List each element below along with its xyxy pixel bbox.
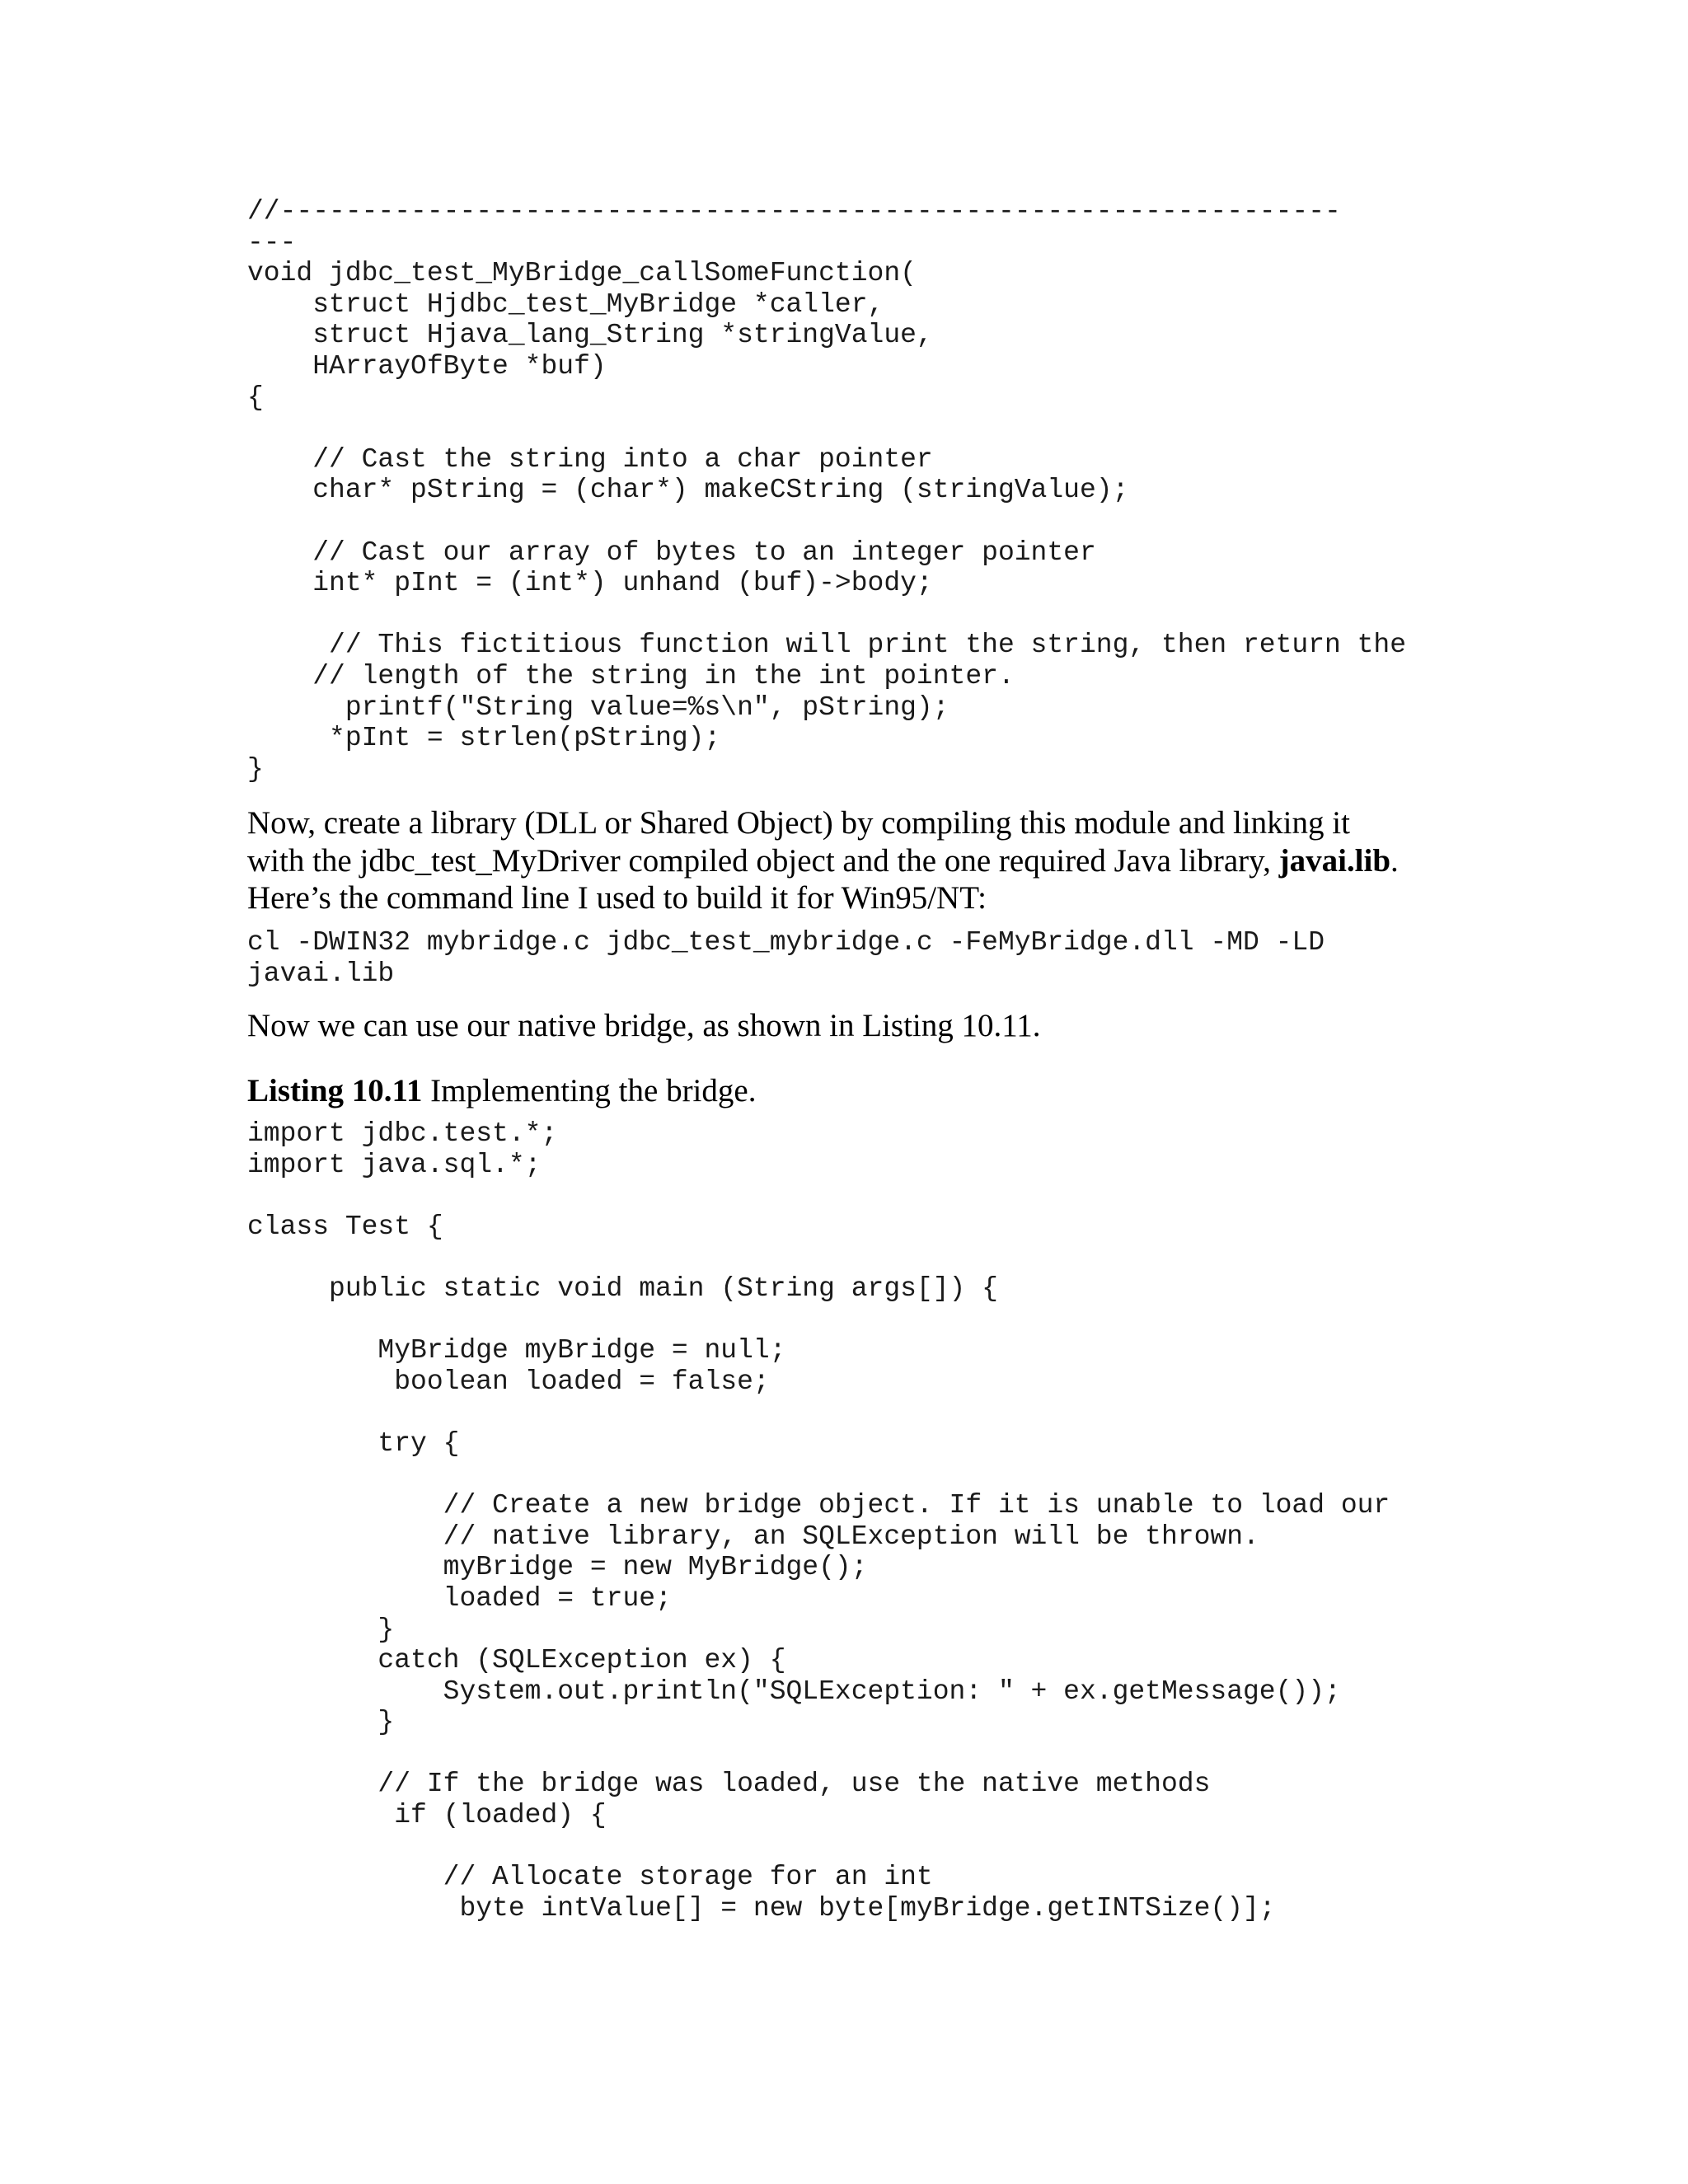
paragraph-text: .	[1390, 842, 1399, 879]
code-line	[247, 1460, 1390, 1491]
code-line: loaded = true;	[247, 1582, 672, 1614]
code-line: import jdbc.test.*;	[247, 1118, 558, 1149]
code-line: char* pString = (char*) makeCString (stringValue);	[247, 475, 1129, 506]
code-line	[247, 599, 1406, 630]
code-line: // Allocate storage for an int	[247, 1862, 933, 1893]
code-line: myBridge = new MyBridge();	[247, 1552, 868, 1583]
paragraph-line: Now we can use our native bridge, as shown in Listing 10.11.	[247, 1008, 1041, 1043]
java-code-listing	[247, 1118, 1390, 1924]
code-line	[247, 1738, 1390, 1769]
code-line	[247, 1305, 1390, 1336]
code-line	[247, 1831, 1390, 1863]
listing-title: Implementing the bridge.	[422, 1073, 757, 1108]
code-line: *pInt = strlen(pString);	[247, 723, 721, 754]
code-line	[247, 506, 1406, 537]
code-line: public static void main (String args[]) {	[247, 1272, 998, 1304]
code-line: // Create a new bridge object. If it is unable to load our	[247, 1490, 1390, 1521]
code-line: if (loaded) {	[247, 1800, 607, 1831]
code-line: // Cast the string into a char pointer	[247, 443, 933, 475]
code-line: int* pInt = (int*) unhand (buf)->body;	[247, 568, 933, 599]
code-line: //-----------------------------------------------------------------	[247, 196, 1341, 227]
code-line: class Test {	[247, 1211, 443, 1242]
code-line: printf("String value=%s\n", pString);	[247, 691, 950, 723]
code-line: catch (SQLException ex) {	[247, 1645, 786, 1676]
caption-line	[247, 1072, 756, 1110]
code-line: // Cast our array of bytes to an integer pointer	[247, 537, 1096, 568]
code-line: }	[247, 1707, 395, 1738]
paragraph-line: Here’s the command line I used to build it for Win95/NT:	[247, 880, 987, 916]
code-line: {	[247, 382, 264, 413]
command-line-code	[247, 927, 1325, 989]
code-line	[247, 1180, 1390, 1212]
listing-caption	[247, 1072, 756, 1110]
code-line	[247, 1397, 1390, 1428]
library-name: javai.lib	[1278, 842, 1391, 879]
code-line: }	[247, 753, 264, 785]
code-line: HArrayOfByte *buf)	[247, 350, 607, 382]
paragraph-line: Now, create a library (DLL or Shared Object) by compiling this module and linking it	[247, 805, 1350, 841]
c-code-listing	[247, 196, 1406, 785]
code-line: // length of the string in the int pointer.	[247, 660, 1015, 691]
code-line: // If the bridge was loaded, use the native methods	[247, 1769, 1211, 1800]
code-line: byte intValue[] = new byte[myBridge.getINTSize()];	[247, 1892, 1276, 1924]
code-line: cl -DWIN32 mybridge.c jdbc_test_mybridge.c -FeMyBridge.dll -MD -LD	[247, 927, 1325, 958]
code-line	[247, 413, 1406, 444]
code-line: import java.sql.*;	[247, 1149, 542, 1180]
code-line: struct Hjava_lang_String *stringValue,	[247, 320, 933, 351]
listing-label: Listing 10.11	[247, 1073, 423, 1108]
code-line: struct Hjdbc_test_MyBridge *caller,	[247, 288, 884, 320]
paragraph-text: with the jdbc_test_MyDriver compiled object and the one required Java library,	[247, 842, 1279, 879]
code-line: MyBridge myBridge = null;	[247, 1335, 786, 1366]
code-line: void jdbc_test_MyBridge_callSomeFunction(	[247, 258, 917, 289]
code-line: boolean loaded = false;	[247, 1366, 770, 1397]
code-line: ---	[247, 227, 297, 258]
code-line: javai.lib	[247, 958, 395, 989]
code-line: try {	[247, 1427, 460, 1459]
code-line: System.out.println("SQLException: " + ex.getMessage());	[247, 1675, 1341, 1707]
library-paragraph	[247, 804, 1399, 917]
code-line	[247, 1242, 1390, 1273]
code-line: // native library, an SQLException will be thrown.	[247, 1521, 1259, 1552]
native-bridge-paragraph	[247, 1007, 1041, 1045]
paragraph-line	[247, 842, 1399, 880]
code-line: // This fictitious function will print the string, then return the	[247, 630, 1407, 661]
code-line: }	[247, 1614, 395, 1645]
